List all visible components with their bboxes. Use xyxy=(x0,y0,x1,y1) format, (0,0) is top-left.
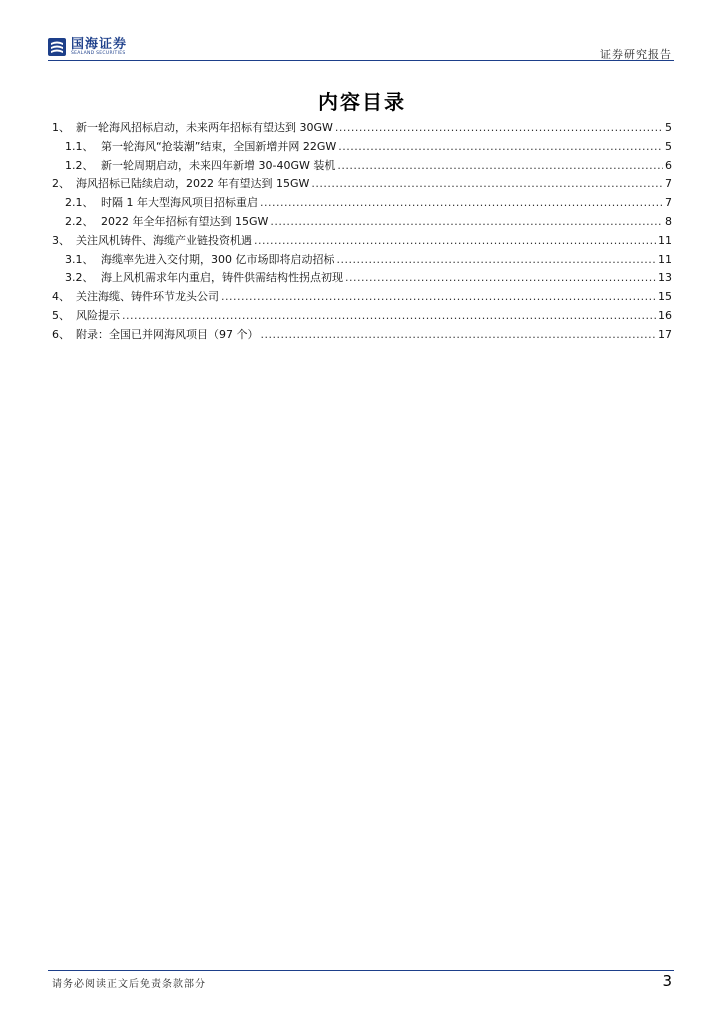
toc-entry-page: 15 xyxy=(658,290,672,304)
table-of-contents xyxy=(52,119,672,345)
toc-leader-dots xyxy=(254,234,656,247)
toc-entry[interactable] xyxy=(52,326,672,345)
toc-entry-number: 3.1、 xyxy=(65,252,94,266)
toc-entry-title: 附录：全国已并网海风项目（97 个） xyxy=(76,327,259,341)
toc-entry-page: 8 xyxy=(665,214,672,228)
toc-entry-title: 海缆率先进入交付期，300 亿市场即将启动招标 xyxy=(101,252,335,266)
toc-entry[interactable] xyxy=(52,288,672,307)
toc-entry-number: 6、 xyxy=(52,327,70,341)
toc-entry-number: 2、 xyxy=(52,177,70,191)
toc-entry-title: 第一轮海风“抢装潮”结束，全国新增并网 22GW xyxy=(101,139,337,153)
toc-entry-title: 海风招标已陆续启动，2022 年有望达到 15GW xyxy=(76,177,310,191)
toc-leader-dots xyxy=(260,196,663,209)
toc-entry[interactable] xyxy=(52,251,672,270)
toc-entry-page: 11 xyxy=(658,233,672,247)
toc-entry[interactable] xyxy=(52,119,672,138)
toc-entry-title: 关注海缆、铸件环节龙头公司 xyxy=(76,290,219,304)
toc-entry-number: 3、 xyxy=(52,233,70,247)
toc-leader-dots xyxy=(337,253,657,266)
toc-entry-number: 2.2、 xyxy=(65,214,94,228)
toc-entry[interactable] xyxy=(52,138,672,157)
toc-leader-dots xyxy=(122,309,656,322)
toc-entry-number: 4、 xyxy=(52,290,70,304)
toc-entry-page: 6 xyxy=(665,158,672,172)
logo-name-cn: 国海证券 xyxy=(71,36,128,52)
toc-entry-page: 16 xyxy=(658,308,672,322)
toc-entry-page: 5 xyxy=(665,139,672,153)
logo-name-en: SEALAND SECURITIES xyxy=(71,50,126,56)
toc-entry-title: 2022 年全年招标有望达到 15GW xyxy=(101,214,269,228)
company-logo xyxy=(48,36,127,58)
sealand-logo-icon xyxy=(48,38,66,56)
toc-entry-title: 新一轮海风招标启动，未来两年招标有望达到 30GW xyxy=(76,121,333,134)
toc-leader-dots xyxy=(338,140,663,153)
toc-entry-page: 7 xyxy=(665,177,672,191)
toc-entry-page: 11 xyxy=(658,252,672,266)
toc-title: 内容目录 xyxy=(318,90,406,114)
toc-entry-page: 7 xyxy=(665,196,672,210)
toc-entry-number: 1.2、 xyxy=(65,158,94,172)
toc-entry[interactable] xyxy=(52,157,672,176)
disclaimer-note: 请务必阅读正文后免责条款部分 xyxy=(52,979,206,990)
toc-leader-dots xyxy=(345,271,656,284)
footer-divider xyxy=(48,970,674,971)
toc-entry-title: 新一轮周期启动，未来四年新增 30-40GW 装机 xyxy=(101,158,336,172)
page-header xyxy=(48,36,674,60)
toc-entry-page: 17 xyxy=(658,327,672,341)
page-number: 3 xyxy=(662,972,672,990)
toc-entry[interactable] xyxy=(52,175,672,194)
toc-entry-title: 海上风机需求年内重启，铸件供需结构性拐点初现 xyxy=(101,271,343,285)
toc-entry-number: 5、 xyxy=(52,308,70,322)
toc-leader-dots xyxy=(221,290,656,303)
toc-leader-dots xyxy=(270,215,663,228)
toc-entry-number: 1、 xyxy=(52,121,70,134)
toc-entry-number: 2.1、 xyxy=(65,196,94,210)
toc-entry-number: 1.1、 xyxy=(65,139,94,153)
toc-entry[interactable] xyxy=(52,307,672,326)
toc-entry[interactable] xyxy=(52,269,672,288)
toc-leader-dots xyxy=(335,121,663,134)
toc-entry-number: 3.2、 xyxy=(65,271,94,285)
toc-entry-page: 13 xyxy=(658,271,672,285)
toc-leader-dots xyxy=(311,177,663,190)
toc-entry[interactable] xyxy=(52,232,672,251)
toc-entry[interactable] xyxy=(52,194,672,213)
toc-entry-title: 时隔 1 年大型海风项目招标重启 xyxy=(101,196,258,210)
report-type-label: 证券研究报告 xyxy=(600,48,672,61)
header-divider xyxy=(48,60,674,61)
toc-entry-page: 5 xyxy=(665,121,672,134)
toc-leader-dots xyxy=(261,328,657,341)
toc-leader-dots xyxy=(337,159,663,172)
toc-entry[interactable] xyxy=(52,213,672,232)
toc-entry-title: 风险提示 xyxy=(76,308,120,322)
toc-entry-title: 关注风机铸件、海缆产业链投资机遇 xyxy=(76,233,252,247)
